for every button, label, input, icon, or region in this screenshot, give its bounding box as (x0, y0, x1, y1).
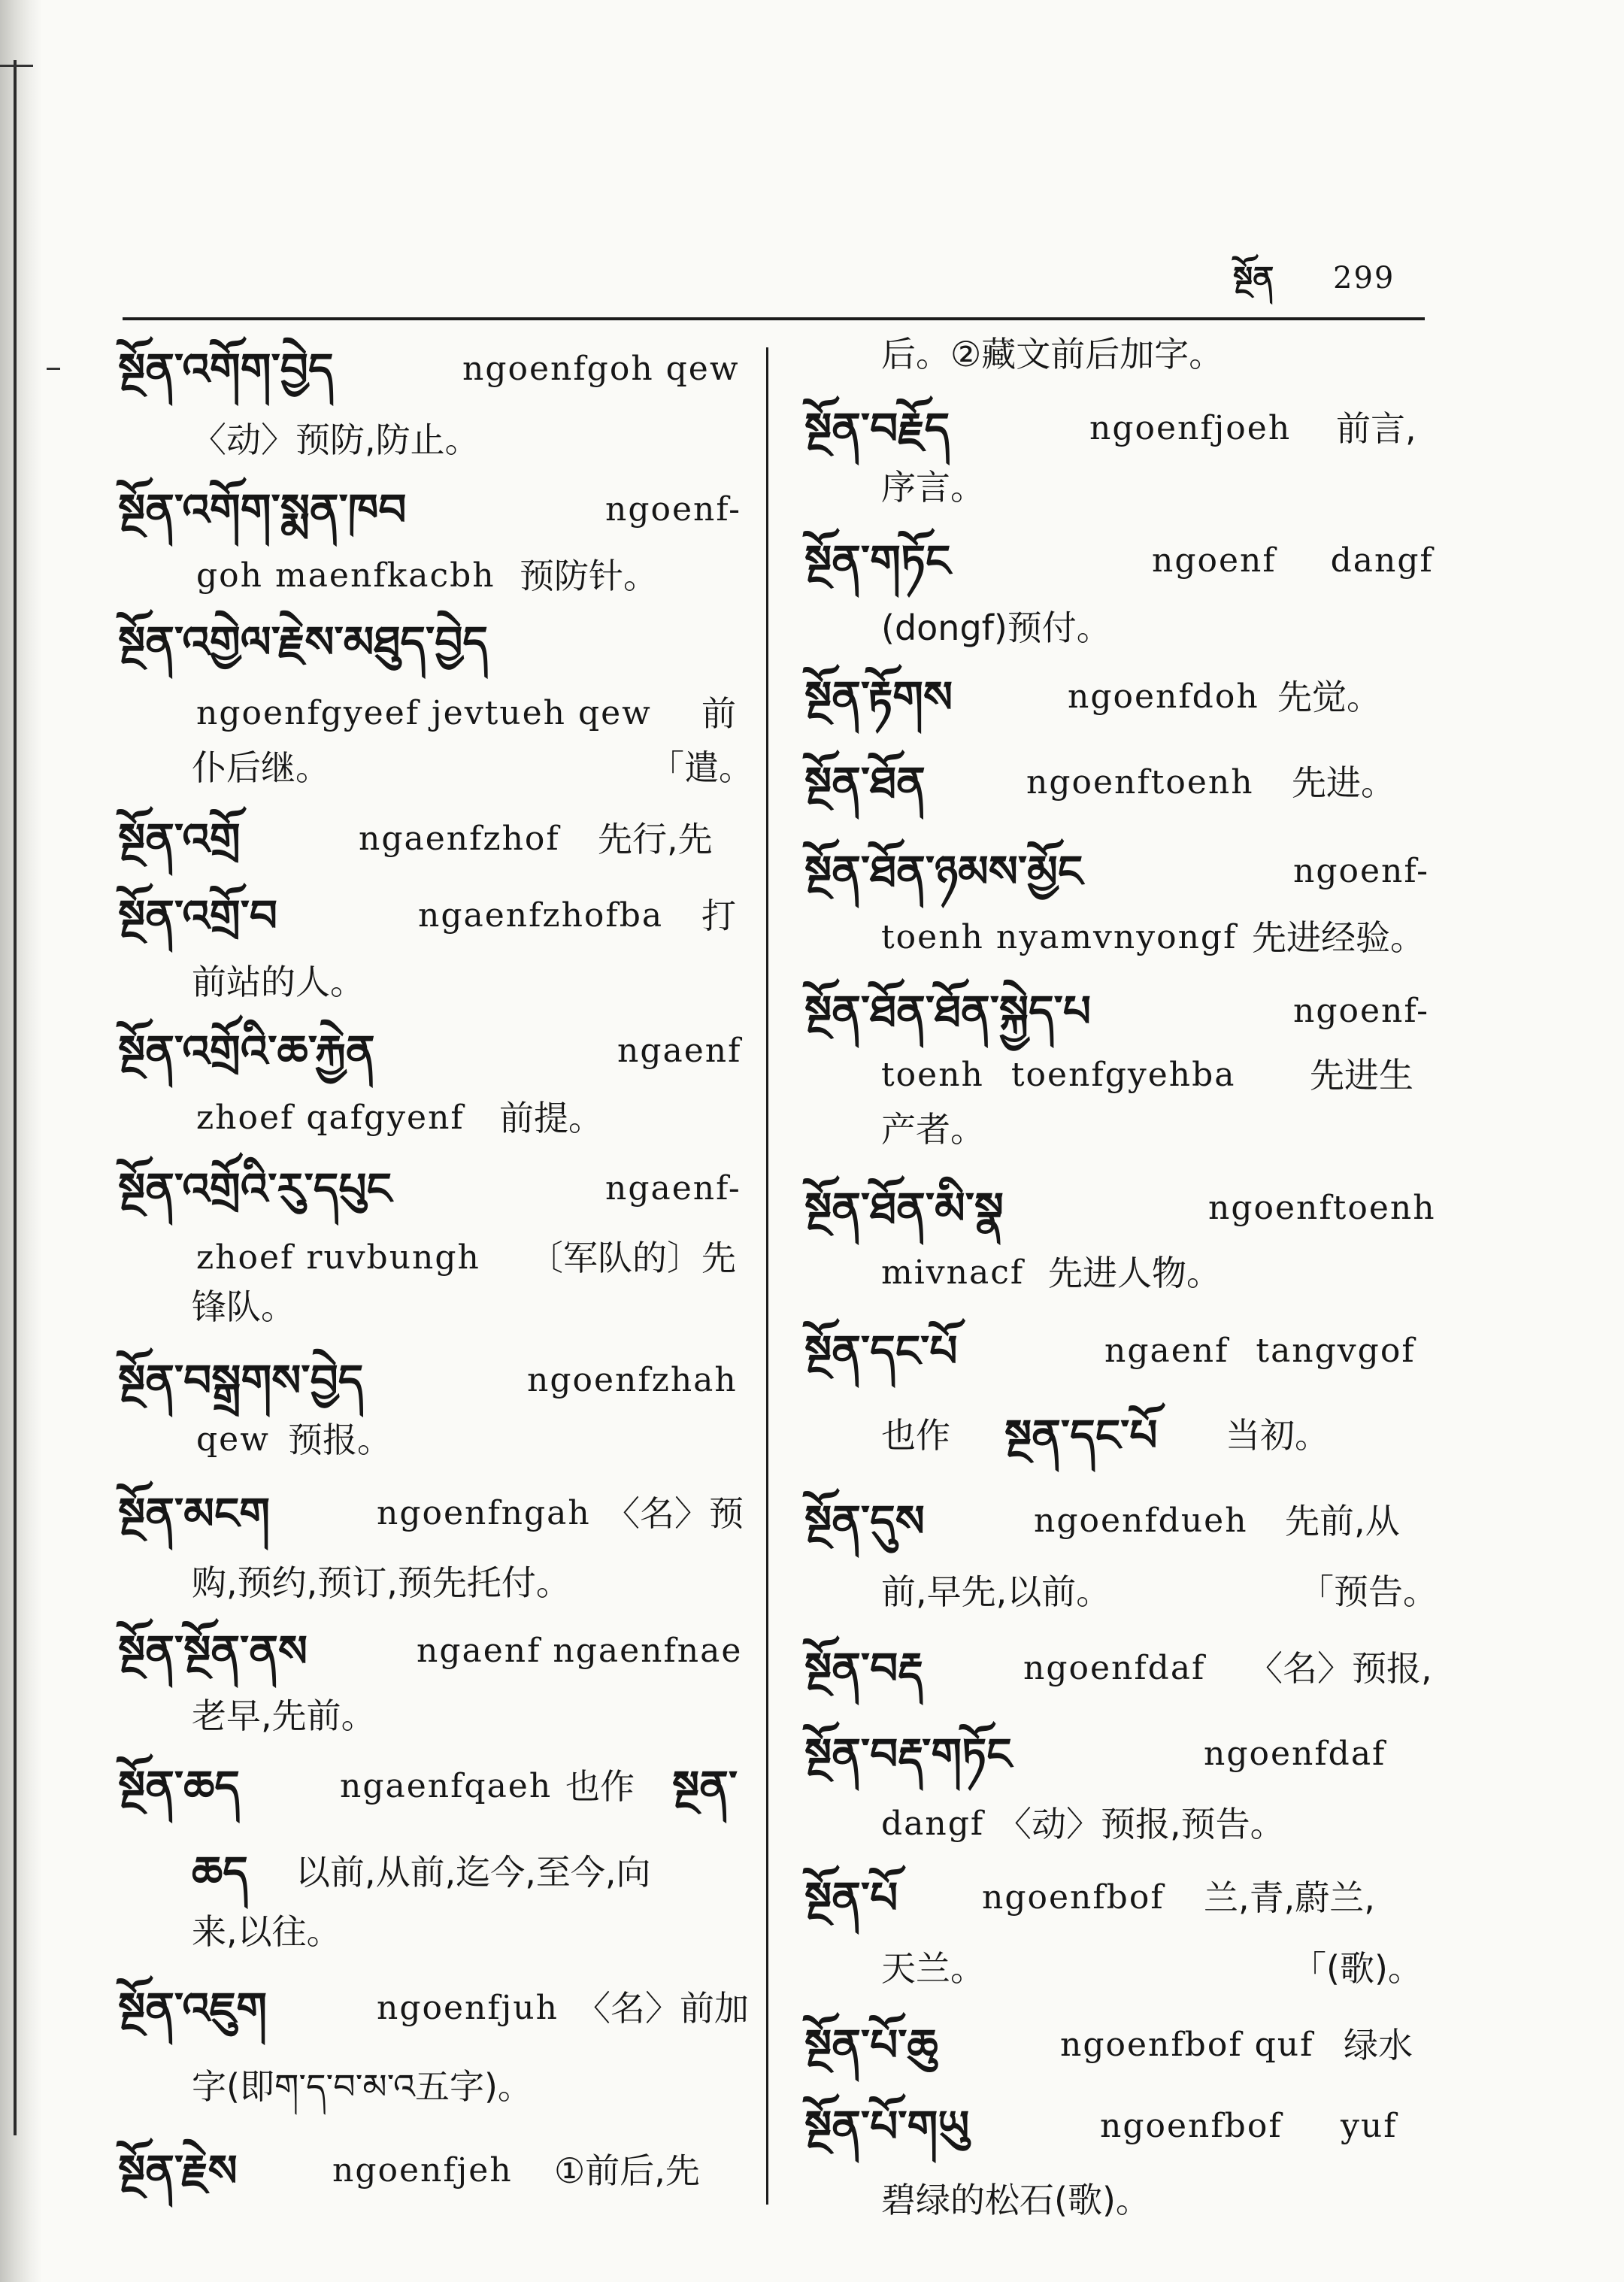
entry-line (0, 1562, 1624, 1622)
romanization: zhoef qafgyenf (196, 1099, 465, 1137)
definition-text: 购,预约,预订,预先托付。 (192, 1562, 571, 1603)
romanization: ngoenf- (1293, 852, 1429, 890)
entry-line (0, 1099, 1624, 1159)
headword-tibetan: སྔོན་འགྱེལ་རྗེས་མཐུད་བྱེད (118, 617, 488, 668)
guide-word: སྔོན (1233, 259, 1274, 296)
headword-tibetan: སྔོན་པོ (804, 1872, 898, 1923)
romanization: ngoenfzhah (527, 1361, 738, 1399)
definition-text: 预报。 (288, 1420, 392, 1460)
headword-tibetan: སྔོན་འགྲོའི་ཆ་རྐྱེན (118, 1026, 375, 1077)
definition-text: 前站的人。 (192, 962, 365, 1002)
definition-text: 先觉。 (1277, 677, 1381, 717)
headword-tibetan: སྔོན་འགྲོ (118, 814, 241, 865)
romanization: ngoenfjoeh (1089, 409, 1292, 447)
definition-overflow: 「(歌)。 (1292, 1948, 1423, 1989)
romanization: ngoenfjuh (377, 1989, 559, 2027)
definition-text: 绿水 (1344, 2025, 1413, 2065)
romanization: ngoenfdaf (1204, 1735, 1386, 1773)
definition-text: 先前,从 (1285, 1501, 1400, 1541)
romanization: ngaenf ngaenfnae (417, 1632, 743, 1670)
romanization: ngaenf (617, 1032, 742, 1070)
definition-overflow: 「遣。 (650, 747, 753, 788)
definition-text: 产者。 (881, 1109, 985, 1150)
definition-text: 预防针。 (520, 556, 658, 596)
headword-tibetan: སྔོན་ཐོན (804, 757, 926, 808)
definition-text: 前,早先,以前。 (881, 1571, 1111, 1612)
headword-tibetan: སྔོན་པོ་ཆུ (804, 2020, 938, 2071)
definition-text: 先行,先 (598, 819, 713, 859)
romanization: ngoenftoenh (1208, 1189, 1436, 1227)
definition-text: ①前后,先 (554, 2150, 700, 2191)
entry-line (0, 1938, 1624, 1999)
definition-text: 〈动〉预防,防止。 (192, 420, 480, 460)
definition-text: 天兰。 (881, 1948, 985, 1989)
romanization: goh maenfkacbh (196, 556, 495, 595)
definition-text: 老早,先前。 (192, 1696, 376, 1736)
headword-tibetan: སྔོན་སྔོན་ནས (118, 1626, 308, 1677)
definition-text: 〈名〉预报, (1248, 1648, 1432, 1689)
headword-tibetan: སྔོན་རྟོགས (804, 671, 953, 723)
romanization: ngoenftoenh (1026, 763, 1254, 802)
headword-tibetan: སྔོན་འགྲོ་བ (118, 890, 278, 941)
romanization: ngoenfbof (1100, 2107, 1283, 2145)
headword-tibetan: སྔོན་བརྡ་གཏོང (804, 1729, 1012, 1780)
variant-tibetan: ཆད (192, 1847, 248, 1898)
definition-text: 〈动〉预报,预告。 (997, 1804, 1285, 1844)
definition-text: 字(即ག་ད་བ་མ་འ五字)。 (192, 2066, 532, 2107)
entry-line (0, 399, 1624, 459)
romanization: ngoenf- (605, 490, 741, 529)
headword-tibetan: སྔོན་ཐོན་ཐོན་སྐྱེད་པ (804, 986, 1092, 1037)
romanization: qew (196, 1420, 270, 1459)
definition-text: (dongf)预付。 (881, 608, 1111, 648)
definition-text: 仆后继。 (192, 747, 330, 788)
definition-text: 先进经验。 (1252, 917, 1425, 958)
headword-tibetan: སྔོན་བརྡ (804, 1643, 923, 1694)
definition-text: 先进人物。 (1048, 1253, 1221, 1293)
headword-tibetan: སྔོན་པོ་གཡུ (804, 2101, 970, 2152)
entry-line (0, 1178, 1624, 1238)
entry-line (0, 667, 1624, 727)
entry-line (0, 2096, 1624, 2156)
entry-line (0, 598, 1624, 658)
definition-text: 打 (701, 896, 736, 936)
romanization: ngaenfzhofba (418, 896, 664, 935)
definition-text: 碧绿的松石(歌)。 (881, 2180, 1150, 2220)
continuation-text: 后。②藏文前后加字。 (881, 334, 1224, 374)
entry-line (0, 1638, 1624, 1699)
romanization: ngaenfzhof (359, 820, 560, 858)
variant-tibetan: སྔན་ (672, 1761, 738, 1812)
entry-line (0, 2015, 1624, 2075)
definition-text: 当初。 (1226, 1415, 1329, 1456)
romanization: ngoenfdueh (1034, 1502, 1248, 1540)
entry-line (0, 753, 1624, 813)
headword-tibetan: སྔོན་ཐོན་ཉམས་མྱོང (804, 846, 1083, 897)
headword-tibetan: སྔོན་ཆད (118, 1761, 240, 1812)
definition-text: 前 (701, 693, 736, 734)
entry-line (0, 1405, 1624, 1465)
entry-line (0, 1491, 1624, 1551)
romanization: ngoenf- (1293, 992, 1429, 1030)
definition-text: 前提。 (499, 1098, 603, 1138)
definition-text: 先进生 (1310, 1055, 1413, 1096)
romanization: ngoenfjeh (332, 2151, 513, 2190)
headword-tibetan: སྔོན་འགོག་བྱེད (118, 344, 334, 395)
definition-text: 以前,从前,迄今,至今,向 (295, 1852, 651, 1893)
entry-line (0, 2170, 1624, 2230)
romanization: ngoenfgoh qew (462, 350, 740, 388)
headword-tibetan: སྔོན་མངག (118, 1488, 271, 1539)
romanization: yuf (1341, 2107, 1398, 2145)
romanization: ngaenf tangvgof (1104, 1332, 1416, 1370)
definition-text: 〈名〉预 (605, 1493, 744, 1534)
romanization: ngoenfngah (377, 1494, 591, 1532)
romanization: ngoenf dangf (1152, 541, 1434, 580)
romanization: ngoenfbof quf (1060, 2026, 1314, 2064)
romanization: mivnacf (881, 1253, 1025, 1292)
romanization: dangf (881, 1805, 985, 1843)
headword-tibetan: སྔོན་འགོག་སྨན་ཁབ (118, 484, 407, 535)
romanization: ngaenfqaeh (340, 1767, 553, 1805)
romanization: zhoef ruvbungh (196, 1238, 480, 1277)
romanization: toenh nyamvnyongf (881, 918, 1238, 956)
entry-line (0, 841, 1624, 902)
romanization: ngoenfdoh (1068, 677, 1259, 716)
headword-tibetan: སྔོན་བརྗོད (804, 403, 950, 454)
definition-text: 前言, (1336, 408, 1416, 449)
definition-text: 也作 (881, 1415, 950, 1456)
definition-text: 来,以往。 (192, 1911, 341, 1952)
entry-line (0, 1045, 1624, 1105)
page-number: 299 (1333, 261, 1395, 295)
definition-text: 锋队。 (192, 1286, 295, 1327)
variant-tibetan: སྔན་དང་པོ (1004, 1410, 1158, 1461)
headword-tibetan: སྔོན་འཇུག (118, 1983, 268, 2034)
romanization: ngoenfgyeef jevtueh qew (196, 694, 652, 732)
entry-line (0, 1243, 1624, 1303)
headword-tibetan: སྔོན་དང་པོ (804, 1326, 958, 1377)
definition-text: 序言。 (881, 467, 985, 508)
entry-line (0, 324, 1624, 384)
entry-line (0, 457, 1624, 517)
definition-overflow: 「预告。 (1299, 1571, 1438, 1612)
definition-text: 兰,青,蔚兰, (1204, 1877, 1375, 1918)
headword-tibetan: སྔོན་རྗེས (118, 2145, 238, 2196)
headword-tibetan: སྔོན་གཏོང (804, 535, 951, 586)
headword-tibetan: སྔོན་ཐོན་མི་སྣ (804, 1183, 1004, 1234)
headword-tibetan: སྔོན་དུས (804, 1496, 925, 1547)
entry-line (0, 531, 1624, 591)
entry-line (0, 1321, 1624, 1381)
romanization: toenh toenfgyehba (881, 1056, 1236, 1094)
entry-line (0, 1868, 1624, 1928)
definition-text: 也作 (565, 1766, 635, 1807)
entry-line (0, 1724, 1624, 1784)
definition-text: 先进。 (1292, 762, 1395, 803)
headword-tibetan: སྔོན་བསྒྲགས་བྱེད (118, 1355, 364, 1406)
entry-line (0, 1794, 1624, 1854)
entry-line (0, 981, 1624, 1041)
romanization: ngoenfdaf (1023, 1649, 1206, 1687)
definition-text: 〈名〉前加 (576, 1988, 749, 2029)
headword-tibetan: སྔོན་འགྲོའི་རུ་དཔུང (118, 1163, 392, 1214)
romanization: ngoenfbof (982, 1878, 1165, 1917)
entry-line (0, 908, 1624, 968)
definition-text: 〔军队的〕先 (529, 1238, 736, 1278)
romanization: ngaenf- (605, 1169, 741, 1208)
